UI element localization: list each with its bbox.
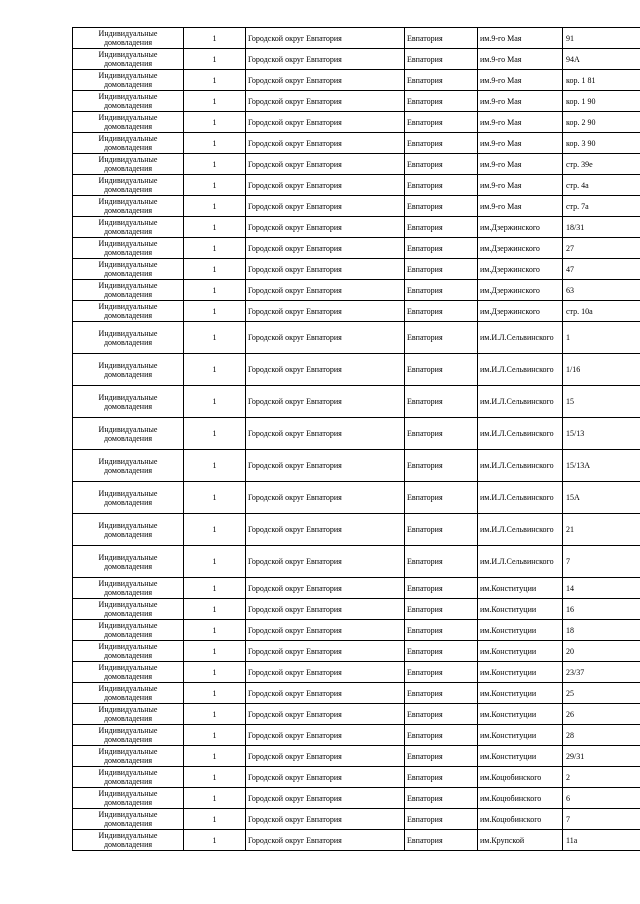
table-row bbox=[73, 578, 640, 599]
cell-house-number: 18 bbox=[563, 620, 640, 641]
cell-city: Евпатория bbox=[405, 354, 478, 386]
table-row bbox=[73, 514, 640, 546]
cell-city: Евпатория bbox=[405, 301, 478, 322]
cell-street: им.И.Л.Сельвинского bbox=[478, 322, 563, 354]
table-row bbox=[73, 662, 640, 683]
cell-building-type: Индивидуальные домовладения bbox=[73, 746, 184, 767]
cell-building-type: Индивидуальные домовладения bbox=[73, 767, 184, 788]
cell-district: Городской округ Евпатория bbox=[246, 662, 405, 683]
cell-count: 1 bbox=[184, 354, 246, 386]
cell-city: Евпатория bbox=[405, 482, 478, 514]
cell-house-number: стр. 10а bbox=[563, 301, 640, 322]
cell-street: им.Коцюбинского bbox=[478, 809, 563, 830]
cell-city: Евпатория bbox=[405, 70, 478, 91]
cell-city: Евпатория bbox=[405, 175, 478, 196]
cell-count: 1 bbox=[184, 450, 246, 482]
cell-building-type: Индивидуальные домовладения bbox=[73, 70, 184, 91]
cell-house-number: 2 bbox=[563, 767, 640, 788]
cell-building-type: Индивидуальные домовладения bbox=[73, 322, 184, 354]
cell-city: Евпатория bbox=[405, 322, 478, 354]
cell-street: им.Дзержинского bbox=[478, 259, 563, 280]
cell-city: Евпатория bbox=[405, 546, 478, 578]
cell-district: Городской округ Евпатория bbox=[246, 746, 405, 767]
cell-city: Евпатория bbox=[405, 386, 478, 418]
cell-district: Городской округ Евпатория bbox=[246, 112, 405, 133]
cell-house-number: 18/31 bbox=[563, 217, 640, 238]
cell-district: Городской округ Евпатория bbox=[246, 599, 405, 620]
cell-house-number: 6 bbox=[563, 788, 640, 809]
cell-district: Городской округ Евпатория bbox=[246, 175, 405, 196]
cell-house-number: кор. 3 90 bbox=[563, 133, 640, 154]
cell-building-type: Индивидуальные домовладения bbox=[73, 546, 184, 578]
cell-house-number: 7 bbox=[563, 809, 640, 830]
cell-house-number: 27 bbox=[563, 238, 640, 259]
cell-house-number: 15/13 bbox=[563, 418, 640, 450]
cell-building-type: Индивидуальные домовладения bbox=[73, 301, 184, 322]
cell-street: им.Конституции bbox=[478, 620, 563, 641]
table-row bbox=[73, 482, 640, 514]
table-row bbox=[73, 322, 640, 354]
cell-street: им.Конституции bbox=[478, 641, 563, 662]
cell-count: 1 bbox=[184, 809, 246, 830]
cell-building-type: Индивидуальные домовладения bbox=[73, 620, 184, 641]
cell-street: им.И.Л.Сельвинского bbox=[478, 546, 563, 578]
cell-building-type: Индивидуальные домовладения bbox=[73, 788, 184, 809]
cell-district: Городской округ Евпатория bbox=[246, 238, 405, 259]
cell-district: Городской округ Евпатория bbox=[246, 322, 405, 354]
cell-building-type: Индивидуальные домовладения bbox=[73, 514, 184, 546]
cell-district: Городской округ Евпатория bbox=[246, 683, 405, 704]
cell-building-type: Индивидуальные домовладения bbox=[73, 809, 184, 830]
cell-city: Евпатория bbox=[405, 830, 478, 851]
cell-count: 1 bbox=[184, 546, 246, 578]
cell-street: им.9-го Мая bbox=[478, 196, 563, 217]
cell-house-number: 11а bbox=[563, 830, 640, 851]
cell-house-number: 20 bbox=[563, 641, 640, 662]
address-table bbox=[72, 27, 640, 851]
cell-count: 1 bbox=[184, 683, 246, 704]
table-row bbox=[73, 809, 640, 830]
cell-building-type: Индивидуальные домовладения bbox=[73, 133, 184, 154]
cell-building-type: Индивидуальные домовладения bbox=[73, 599, 184, 620]
cell-city: Евпатория bbox=[405, 809, 478, 830]
cell-building-type: Индивидуальные домовладения bbox=[73, 259, 184, 280]
cell-building-type: Индивидуальные домовладения bbox=[73, 641, 184, 662]
cell-district: Городской округ Евпатория bbox=[246, 578, 405, 599]
cell-building-type: Индивидуальные домовладения bbox=[73, 830, 184, 851]
cell-house-number: кор. 2 90 bbox=[563, 112, 640, 133]
cell-street: им.И.Л.Сельвинского bbox=[478, 386, 563, 418]
cell-street: им.Дзержинского bbox=[478, 280, 563, 301]
cell-district: Городской округ Евпатория bbox=[246, 546, 405, 578]
cell-district: Городской округ Евпатория bbox=[246, 641, 405, 662]
cell-street: им.Коцюбинского bbox=[478, 788, 563, 809]
cell-city: Евпатория bbox=[405, 704, 478, 725]
cell-district: Городской округ Евпатория bbox=[246, 49, 405, 70]
cell-building-type: Индивидуальные домовладения bbox=[73, 418, 184, 450]
cell-building-type: Индивидуальные домовладения bbox=[73, 280, 184, 301]
cell-district: Городской округ Евпатория bbox=[246, 259, 405, 280]
cell-street: им.9-го Мая bbox=[478, 154, 563, 175]
cell-street: им.Конституции bbox=[478, 662, 563, 683]
cell-building-type: Индивидуальные домовладения bbox=[73, 217, 184, 238]
cell-district: Городской округ Евпатория bbox=[246, 514, 405, 546]
cell-district: Городской округ Евпатория bbox=[246, 386, 405, 418]
cell-street: им.И.Л.Сельвинского bbox=[478, 482, 563, 514]
cell-city: Евпатория bbox=[405, 450, 478, 482]
cell-count: 1 bbox=[184, 301, 246, 322]
cell-district: Городской округ Евпатория bbox=[246, 154, 405, 175]
cell-district: Городской округ Евпатория bbox=[246, 301, 405, 322]
cell-house-number: 16 bbox=[563, 599, 640, 620]
cell-city: Евпатория bbox=[405, 49, 478, 70]
cell-count: 1 bbox=[184, 767, 246, 788]
table-row bbox=[73, 704, 640, 725]
table-row bbox=[73, 112, 640, 133]
cell-street: им.Крупской bbox=[478, 830, 563, 851]
cell-district: Городской округ Евпатория bbox=[246, 418, 405, 450]
cell-count: 1 bbox=[184, 418, 246, 450]
cell-building-type: Индивидуальные домовладения bbox=[73, 196, 184, 217]
cell-city: Евпатория bbox=[405, 514, 478, 546]
table-row bbox=[73, 217, 640, 238]
cell-street: им.Конституции bbox=[478, 578, 563, 599]
cell-count: 1 bbox=[184, 746, 246, 767]
cell-street: им.И.Л.Сельвинского bbox=[478, 418, 563, 450]
cell-city: Евпатория bbox=[405, 112, 478, 133]
cell-street: им.9-го Мая bbox=[478, 91, 563, 112]
table-row bbox=[73, 641, 640, 662]
cell-street: им.Конституции bbox=[478, 746, 563, 767]
cell-count: 1 bbox=[184, 386, 246, 418]
cell-count: 1 bbox=[184, 280, 246, 301]
cell-count: 1 bbox=[184, 238, 246, 259]
cell-city: Евпатория bbox=[405, 280, 478, 301]
cell-count: 1 bbox=[184, 322, 246, 354]
cell-street: им.И.Л.Сельвинского bbox=[478, 354, 563, 386]
cell-house-number: стр. 39е bbox=[563, 154, 640, 175]
cell-street: им.9-го Мая bbox=[478, 70, 563, 91]
table-row bbox=[73, 788, 640, 809]
cell-street: им.Конституции bbox=[478, 683, 563, 704]
table-row bbox=[73, 725, 640, 746]
table-row bbox=[73, 386, 640, 418]
cell-city: Евпатория bbox=[405, 767, 478, 788]
cell-street: им.Конституции bbox=[478, 599, 563, 620]
cell-house-number: 1/16 bbox=[563, 354, 640, 386]
cell-house-number: 91 bbox=[563, 28, 640, 49]
cell-count: 1 bbox=[184, 91, 246, 112]
table-row bbox=[73, 196, 640, 217]
table-row bbox=[73, 259, 640, 280]
cell-street: им.Конституции bbox=[478, 704, 563, 725]
cell-city: Евпатория bbox=[405, 662, 478, 683]
cell-district: Городской округ Евпатория bbox=[246, 725, 405, 746]
cell-city: Евпатория bbox=[405, 154, 478, 175]
cell-building-type: Индивидуальные домовладения bbox=[73, 704, 184, 725]
cell-city: Евпатория bbox=[405, 259, 478, 280]
table-row bbox=[73, 418, 640, 450]
cell-house-number: 94А bbox=[563, 49, 640, 70]
cell-count: 1 bbox=[184, 704, 246, 725]
cell-city: Евпатория bbox=[405, 641, 478, 662]
cell-street: им.Дзержинского bbox=[478, 238, 563, 259]
table-row bbox=[73, 133, 640, 154]
table-row bbox=[73, 830, 640, 851]
cell-street: им.Дзержинского bbox=[478, 301, 563, 322]
cell-house-number: кор. 1 81 bbox=[563, 70, 640, 91]
address-table-body bbox=[73, 28, 640, 851]
cell-count: 1 bbox=[184, 788, 246, 809]
cell-building-type: Индивидуальные домовладения bbox=[73, 91, 184, 112]
table-row bbox=[73, 620, 640, 641]
cell-building-type: Индивидуальные домовладения bbox=[73, 354, 184, 386]
table-row bbox=[73, 154, 640, 175]
cell-street: им.9-го Мая bbox=[478, 49, 563, 70]
cell-district: Городской округ Евпатория bbox=[246, 70, 405, 91]
table-row bbox=[73, 175, 640, 196]
cell-count: 1 bbox=[184, 28, 246, 49]
table-row bbox=[73, 28, 640, 49]
cell-count: 1 bbox=[184, 112, 246, 133]
cell-city: Евпатория bbox=[405, 746, 478, 767]
cell-city: Евпатория bbox=[405, 418, 478, 450]
cell-count: 1 bbox=[184, 154, 246, 175]
cell-city: Евпатория bbox=[405, 578, 478, 599]
cell-count: 1 bbox=[184, 599, 246, 620]
cell-city: Евпатория bbox=[405, 620, 478, 641]
cell-count: 1 bbox=[184, 578, 246, 599]
cell-count: 1 bbox=[184, 662, 246, 683]
cell-city: Евпатория bbox=[405, 599, 478, 620]
cell-building-type: Индивидуальные домовладения bbox=[73, 725, 184, 746]
cell-house-number: стр. 7а bbox=[563, 196, 640, 217]
cell-district: Городской округ Евпатория bbox=[246, 704, 405, 725]
cell-count: 1 bbox=[184, 725, 246, 746]
cell-house-number: 28 bbox=[563, 725, 640, 746]
cell-district: Городской округ Евпатория bbox=[246, 196, 405, 217]
cell-district: Городской округ Евпатория bbox=[246, 280, 405, 301]
table-row bbox=[73, 70, 640, 91]
cell-house-number: 1 bbox=[563, 322, 640, 354]
cell-city: Евпатория bbox=[405, 788, 478, 809]
table-row bbox=[73, 354, 640, 386]
cell-city: Евпатория bbox=[405, 683, 478, 704]
cell-street: им.9-го Мая bbox=[478, 175, 563, 196]
cell-count: 1 bbox=[184, 196, 246, 217]
table-row bbox=[73, 546, 640, 578]
address-table-page bbox=[72, 27, 640, 851]
cell-street: им.Коцюбинского bbox=[478, 767, 563, 788]
cell-house-number: 47 bbox=[563, 259, 640, 280]
cell-district: Городской округ Евпатория bbox=[246, 809, 405, 830]
cell-count: 1 bbox=[184, 133, 246, 154]
cell-count: 1 bbox=[184, 70, 246, 91]
cell-building-type: Индивидуальные домовладения bbox=[73, 175, 184, 196]
cell-house-number: 21 bbox=[563, 514, 640, 546]
cell-city: Евпатория bbox=[405, 725, 478, 746]
cell-building-type: Индивидуальные домовладения bbox=[73, 238, 184, 259]
cell-city: Евпатория bbox=[405, 91, 478, 112]
cell-city: Евпатория bbox=[405, 238, 478, 259]
cell-district: Городской округ Евпатория bbox=[246, 217, 405, 238]
cell-city: Евпатория bbox=[405, 196, 478, 217]
cell-building-type: Индивидуальные домовладения bbox=[73, 49, 184, 70]
cell-house-number: 14 bbox=[563, 578, 640, 599]
cell-street: им.9-го Мая bbox=[478, 112, 563, 133]
cell-building-type: Индивидуальные домовладения bbox=[73, 386, 184, 418]
table-row bbox=[73, 238, 640, 259]
table-row bbox=[73, 683, 640, 704]
table-row bbox=[73, 280, 640, 301]
cell-house-number: 7 bbox=[563, 546, 640, 578]
cell-city: Евпатория bbox=[405, 217, 478, 238]
cell-street: им.И.Л.Сельвинского bbox=[478, 514, 563, 546]
cell-house-number: 15/13А bbox=[563, 450, 640, 482]
table-row bbox=[73, 599, 640, 620]
cell-city: Евпатория bbox=[405, 133, 478, 154]
cell-building-type: Индивидуальные домовладения bbox=[73, 578, 184, 599]
cell-count: 1 bbox=[184, 217, 246, 238]
table-row bbox=[73, 450, 640, 482]
cell-building-type: Индивидуальные домовладения bbox=[73, 112, 184, 133]
cell-district: Городской округ Евпатория bbox=[246, 133, 405, 154]
cell-district: Городской округ Евпатория bbox=[246, 450, 405, 482]
cell-house-number: 23/37 bbox=[563, 662, 640, 683]
cell-house-number: 26 bbox=[563, 704, 640, 725]
cell-building-type: Индивидуальные домовладения bbox=[73, 662, 184, 683]
table-row bbox=[73, 301, 640, 322]
cell-count: 1 bbox=[184, 482, 246, 514]
cell-house-number: 15А bbox=[563, 482, 640, 514]
cell-house-number: 29/31 bbox=[563, 746, 640, 767]
cell-district: Городской округ Евпатория bbox=[246, 354, 405, 386]
cell-district: Городской округ Евпатория bbox=[246, 91, 405, 112]
cell-district: Городской округ Евпатория bbox=[246, 767, 405, 788]
table-row bbox=[73, 49, 640, 70]
cell-house-number: 63 bbox=[563, 280, 640, 301]
cell-building-type: Индивидуальные домовладения bbox=[73, 450, 184, 482]
cell-district: Городской округ Евпатория bbox=[246, 620, 405, 641]
cell-house-number: 25 bbox=[563, 683, 640, 704]
cell-street: им.Конституции bbox=[478, 725, 563, 746]
cell-street: им.И.Л.Сельвинского bbox=[478, 450, 563, 482]
cell-count: 1 bbox=[184, 514, 246, 546]
cell-count: 1 bbox=[184, 49, 246, 70]
cell-count: 1 bbox=[184, 830, 246, 851]
cell-count: 1 bbox=[184, 620, 246, 641]
cell-district: Городской округ Евпатория bbox=[246, 482, 405, 514]
cell-house-number: кор. 1 90 bbox=[563, 91, 640, 112]
cell-street: им.Дзержинского bbox=[478, 217, 563, 238]
cell-house-number: 15 bbox=[563, 386, 640, 418]
cell-building-type: Индивидуальные домовладения bbox=[73, 154, 184, 175]
table-row bbox=[73, 746, 640, 767]
table-row bbox=[73, 767, 640, 788]
cell-district: Городской округ Евпатория bbox=[246, 28, 405, 49]
cell-building-type: Индивидуальные домовладения bbox=[73, 482, 184, 514]
cell-count: 1 bbox=[184, 259, 246, 280]
cell-district: Городской округ Евпатория bbox=[246, 788, 405, 809]
cell-building-type: Индивидуальные домовладения bbox=[73, 28, 184, 49]
cell-count: 1 bbox=[184, 641, 246, 662]
cell-city: Евпатория bbox=[405, 28, 478, 49]
cell-house-number: стр. 4а bbox=[563, 175, 640, 196]
cell-street: им.9-го Мая bbox=[478, 28, 563, 49]
table-row bbox=[73, 91, 640, 112]
cell-building-type: Индивидуальные домовладения bbox=[73, 683, 184, 704]
cell-street: им.9-го Мая bbox=[478, 133, 563, 154]
cell-count: 1 bbox=[184, 175, 246, 196]
cell-district: Городской округ Евпатория bbox=[246, 830, 405, 851]
